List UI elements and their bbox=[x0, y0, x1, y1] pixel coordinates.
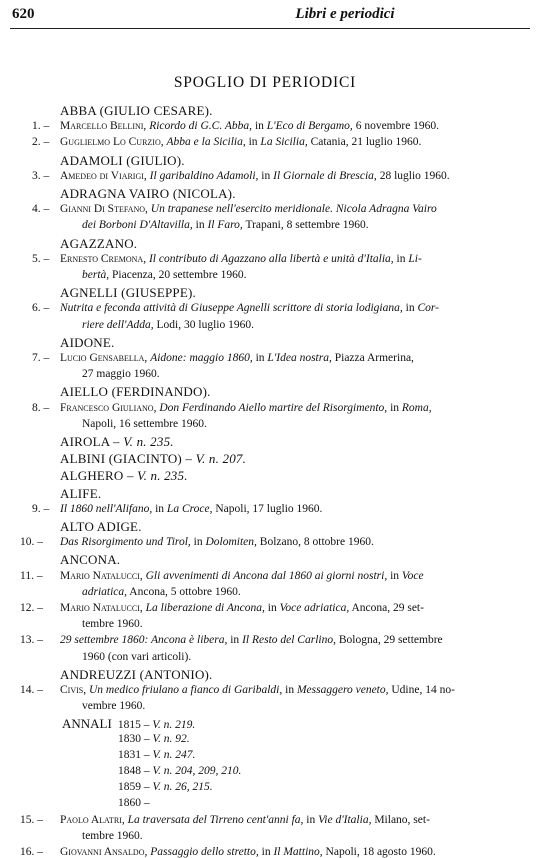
entry-title: Un trapanese nell'esercito meridionale. Nicola Adragna Vairo bbox=[150, 203, 437, 216]
subject-heading bbox=[60, 552, 120, 568]
entry-text bbox=[60, 203, 437, 215]
entry-title: Nutrita e feconda attività di Giuseppe Agnelli scrittore di storia lodigiana, bbox=[60, 302, 403, 315]
entry-in: in bbox=[285, 684, 295, 696]
entry-periodical: Cor- bbox=[417, 302, 439, 315]
entry-periodical: Messaggero veneto, bbox=[296, 684, 389, 696]
entry-periodical: Voce adriatica, bbox=[279, 602, 350, 614]
entry-place-date: Catania, 21 luglio 1960. bbox=[310, 136, 422, 149]
cross-reference: V. n. 235. bbox=[137, 468, 188, 484]
entry-continuation bbox=[82, 269, 246, 281]
entry-place-date: tembre 1960. bbox=[82, 618, 143, 631]
page-number: 620 bbox=[12, 6, 35, 22]
annali-year: 1848 bbox=[118, 765, 141, 777]
entry-title: Il 1860 nell'Alifano, bbox=[60, 502, 153, 515]
subject-heading: AIROLA – V. n. 235. bbox=[60, 434, 174, 449]
entry-periodical: Il Mattino, bbox=[273, 846, 323, 858]
annali-year: 1859 bbox=[118, 781, 141, 794]
entry-periodical: La Croce, bbox=[166, 502, 213, 515]
entry-number: 14. – bbox=[20, 684, 43, 696]
subject-heading bbox=[60, 186, 236, 202]
entry-title: Das Risorgimento und Tirol, bbox=[60, 536, 191, 549]
cross-reference: V. n. 247. bbox=[152, 748, 196, 761]
entry-text bbox=[60, 120, 439, 132]
entry-in: in bbox=[254, 120, 264, 133]
subject-name: ALIFE. bbox=[60, 485, 102, 501]
entry-text bbox=[60, 684, 455, 696]
entry-text bbox=[60, 253, 422, 265]
entry-text bbox=[60, 570, 424, 582]
subject-heading bbox=[60, 285, 196, 301]
entry-in: in bbox=[195, 219, 205, 232]
entry-continuation bbox=[82, 586, 241, 598]
entry-number: 15. – bbox=[20, 813, 43, 826]
cross-reference: V. n. 207. bbox=[195, 451, 247, 467]
entry-in: in bbox=[261, 846, 271, 858]
entry-in: in bbox=[255, 352, 265, 364]
annali-row: 1860 – bbox=[118, 797, 150, 810]
entry-number: 13. – bbox=[20, 634, 43, 647]
entry-text bbox=[60, 536, 374, 548]
annali-row: 1848 – V. n. 204, 209, 210. bbox=[118, 765, 242, 777]
subject-name: AIROLA bbox=[60, 434, 110, 449]
entry-title-cont: dei Borboni D'Altavilla, bbox=[82, 219, 193, 232]
entry-place-date: Trapani, 8 settembre 1960. bbox=[245, 219, 369, 232]
entry-place-date: Napoli, 16 settembre 1960. bbox=[82, 417, 207, 430]
subject-heading bbox=[60, 667, 213, 683]
entry-author: Civis, bbox=[60, 684, 87, 696]
entry-author: Guglielmo Lo Curzio, bbox=[60, 136, 164, 149]
entry-text bbox=[60, 503, 322, 515]
entry-place-date: Napoli, 17 luglio 1960. bbox=[215, 502, 323, 515]
subject-heading bbox=[60, 519, 142, 535]
cross-reference: V. n. 219. bbox=[152, 719, 196, 732]
annali-row: ANNALI 1815 – V. n. 219. bbox=[62, 716, 196, 732]
entry-in: in bbox=[230, 634, 240, 647]
entry-text bbox=[60, 846, 436, 858]
entry-text bbox=[60, 302, 439, 314]
subject-name: AGNELLI (GIUSEPPE). bbox=[60, 285, 196, 301]
cross-reference: V. n. 26, 215. bbox=[152, 781, 213, 794]
entry-title: Abba e la Sicilia, bbox=[166, 136, 246, 149]
entry-periodical: Roma, bbox=[401, 401, 432, 414]
entry-number: 6. – bbox=[32, 302, 50, 315]
entry-in: in bbox=[390, 401, 400, 414]
entry-in: in bbox=[155, 502, 165, 515]
cross-reference: V. n. 92. bbox=[152, 732, 190, 745]
entry-title-cont: bertà, bbox=[82, 269, 110, 281]
entry-text bbox=[60, 136, 421, 148]
subject-name: AGAZZANO. bbox=[60, 235, 138, 251]
entry-text bbox=[60, 170, 450, 182]
entry-continuation bbox=[82, 368, 160, 380]
entry-author: Paolo Alatri, bbox=[60, 813, 125, 826]
entry-author: Marcello Bellini, bbox=[60, 120, 147, 133]
subject-heading bbox=[60, 486, 101, 502]
entry-in: in bbox=[193, 536, 203, 549]
annali-row: 1830 – V. n. 92. bbox=[118, 732, 190, 745]
entry-place-date: Napoli, 18 agosto 1960. bbox=[325, 846, 436, 858]
subject-heading bbox=[60, 236, 137, 252]
annali-label: ANNALI bbox=[62, 716, 112, 732]
entry-number: 16. – bbox=[20, 846, 43, 858]
subject-name: ALBINI (GIACINTO) bbox=[60, 451, 182, 467]
entry-author: Ernesto Cremona, bbox=[60, 252, 147, 265]
running-title: Libri e periodici bbox=[295, 6, 395, 22]
entry-periodical: Dolomiten, bbox=[205, 536, 257, 549]
entry-place-date: Ancona, 29 set- bbox=[351, 602, 424, 614]
entry-title: Passaggio dello stretto, bbox=[150, 846, 259, 858]
entry-periodical: Il Faro, bbox=[207, 219, 243, 232]
entry-author: Francesco Giuliano, bbox=[60, 401, 157, 414]
entry-place-date: Bologna, 29 settembre bbox=[338, 634, 443, 647]
entry-continuation bbox=[82, 651, 191, 663]
entry-continuation bbox=[82, 319, 254, 331]
entry-in: in bbox=[306, 813, 316, 826]
entry-number: 2. – bbox=[32, 136, 50, 149]
entry-continuation bbox=[82, 830, 143, 842]
entry-in: in bbox=[261, 169, 271, 182]
subject-name: ABBA (GIULIO CESARE). bbox=[60, 103, 213, 118]
annali-year: 1815 bbox=[117, 719, 141, 732]
entry-place-date: Udine, 14 no- bbox=[391, 684, 455, 696]
entry-title-cont: riere dell'Adda, bbox=[82, 318, 154, 331]
entry-periodical: Vie d'Italia, bbox=[318, 813, 372, 826]
subject-heading bbox=[60, 153, 185, 169]
annali-year: 1860 bbox=[118, 797, 141, 810]
entry-in: in bbox=[248, 136, 258, 149]
entry-periodical: Voce bbox=[401, 569, 424, 582]
entry-title-cont: adriatica, bbox=[82, 585, 128, 598]
entry-continuation bbox=[82, 219, 369, 231]
subject-name: AIELLO (FERDINANDO). bbox=[60, 384, 211, 400]
entry-number: 8. – bbox=[32, 401, 50, 414]
entry-place-date: 1960 (con vari articoli). bbox=[82, 650, 192, 663]
entry-number: 1. – bbox=[32, 120, 50, 133]
subject-name: ADRAGNA VAIRO (NICOLA). bbox=[60, 186, 236, 201]
entry-title: La liberazione di Ancona, bbox=[145, 602, 265, 614]
entry-number: 10. – bbox=[20, 536, 43, 549]
entry-title: Don Ferdinando Aiello martire del Risorgimento, bbox=[159, 401, 388, 414]
entry-in: in bbox=[396, 252, 406, 265]
cross-reference: V. n. 204, 209, 210. bbox=[152, 765, 242, 777]
subject-heading: ALBINI (GIACINTO) – V. n. 207. bbox=[60, 451, 247, 467]
entry-author: Amedeo di Viarigi, bbox=[60, 169, 147, 182]
entry-number: 9. – bbox=[32, 502, 50, 515]
subject-name: ANDREUZZI (ANTONIO). bbox=[60, 666, 213, 682]
entry-place-date: Bolzano, 8 ottobre 1960. bbox=[259, 536, 374, 549]
subject-heading bbox=[60, 384, 211, 400]
annali-year: 1830 bbox=[118, 732, 141, 745]
subject-name: ALTO ADIGE. bbox=[60, 519, 142, 534]
entry-number: 3. – bbox=[32, 169, 50, 182]
entry-author: Giovanni Ansaldo, bbox=[60, 846, 148, 858]
entry-periodical: Il Resto del Carlino, bbox=[242, 634, 336, 647]
entry-text bbox=[60, 634, 443, 646]
annali-row: 1859 – V. n. 26, 215. bbox=[118, 781, 213, 794]
entry-number: 11. – bbox=[20, 569, 43, 582]
entry-title: La traversata del Tirreno cent'anni fa, bbox=[127, 813, 304, 826]
entry-place-date: Ancona, 5 ottobre 1960. bbox=[129, 585, 241, 598]
entry-number: 12. – bbox=[20, 602, 43, 614]
subject-heading bbox=[60, 335, 114, 351]
entry-place-date: Piacenza, 20 settembre 1960. bbox=[112, 269, 247, 281]
entry-title: Ricordo di G.C. Abba, bbox=[149, 120, 253, 133]
section-title: SPOGLIO DI PERIODICI bbox=[173, 74, 357, 91]
entry-text bbox=[60, 814, 430, 826]
entry-author: Gianni Di Stefano, bbox=[60, 203, 148, 216]
entry-text bbox=[60, 402, 432, 414]
entry-title: Un medico friulano a fianco di Garibaldi, bbox=[88, 684, 283, 696]
entry-place-date: 27 maggio 1960. bbox=[82, 368, 160, 381]
entry-author: Mario Natalucci, bbox=[60, 569, 143, 582]
entry-title: Aidone: maggio 1860, bbox=[150, 352, 253, 364]
entry-title: Il contributo di Agazzano alla libertà e unità d'Italia, bbox=[148, 252, 394, 265]
entry-place-date: vembre 1960. bbox=[82, 700, 146, 713]
subject-name: ADAMOLI (GIULIO). bbox=[60, 152, 185, 168]
entry-periodical: L'Idea nostra, bbox=[267, 352, 332, 364]
entry-text bbox=[60, 352, 414, 364]
annali-row: 1831 – V. n. 247. bbox=[118, 748, 196, 761]
subject-heading bbox=[60, 103, 213, 119]
entry-place-date: 28 luglio 1960. bbox=[379, 169, 450, 182]
entry-in: in bbox=[390, 569, 400, 582]
entry-title: 29 settembre 1860: Ancona è libera, bbox=[60, 634, 228, 647]
subject-heading: ALGHERO – V. n. 235. bbox=[60, 468, 188, 484]
entry-text bbox=[60, 602, 424, 614]
entry-continuation bbox=[82, 418, 207, 430]
entry-number: 5. – bbox=[32, 252, 50, 265]
entry-author: Lucio Gensabella, bbox=[60, 352, 148, 364]
entry-title: Il garibaldino Adamoli, bbox=[149, 169, 259, 182]
entry-place-date: Milano, set- bbox=[374, 813, 430, 826]
subject-name: ALGHERO bbox=[60, 468, 124, 484]
subject-name: ANCONA. bbox=[60, 552, 121, 568]
entry-periodical: Il Giornale di Brescia, bbox=[273, 169, 377, 182]
entry-in: in bbox=[267, 602, 277, 614]
entry-continuation bbox=[82, 700, 145, 712]
entry-place-date: tembre 1960. bbox=[82, 829, 143, 842]
entry-place-date: Piazza Armerina, bbox=[334, 352, 414, 364]
entry-number: 4. – bbox=[32, 203, 50, 216]
entry-periodical: L'Eco di Bergamo, bbox=[266, 120, 353, 133]
entry-periodical: Li- bbox=[408, 252, 422, 265]
entry-continuation bbox=[82, 618, 143, 630]
entry-in: in bbox=[405, 302, 415, 315]
entry-periodical: La Sicilia, bbox=[260, 136, 308, 149]
entry-place-date: Lodi, 30 luglio 1960. bbox=[156, 318, 254, 331]
entry-number: 7. – bbox=[32, 352, 50, 364]
annali-year: 1831 bbox=[118, 748, 141, 761]
entry-place-date: 6 novembre 1960. bbox=[355, 120, 440, 133]
entry-title: Gli avvenimenti di Ancona dal 1860 ai giorni nostri, bbox=[145, 569, 388, 582]
entry-author: Mario Natalucci, bbox=[60, 602, 143, 614]
cross-reference: V. n. 235. bbox=[123, 434, 174, 449]
subject-name: AIDONE. bbox=[60, 334, 115, 350]
